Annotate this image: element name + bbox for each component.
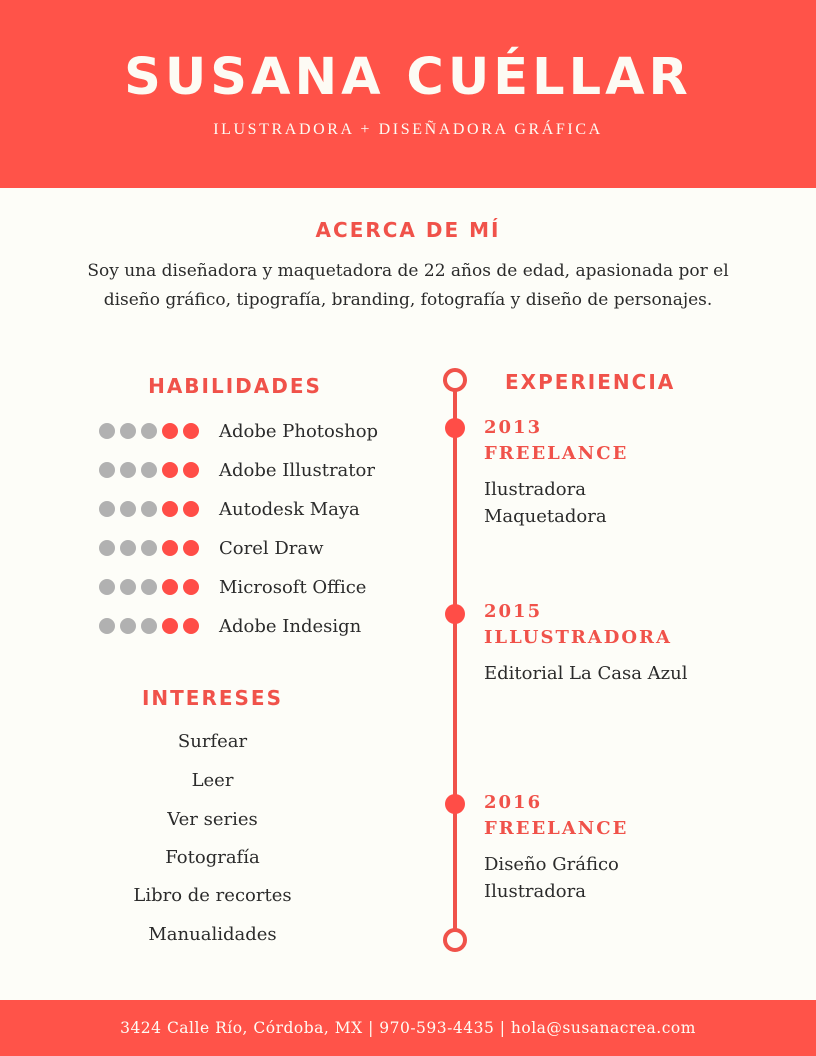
dot-filled-icon: [162, 423, 178, 439]
footer-banner: [0, 1000, 816, 1056]
dot-filled-icon: [183, 618, 199, 634]
dot-filled-icon: [183, 501, 199, 517]
dot-icon: [141, 540, 157, 556]
skill-label: Adobe Photoshop: [219, 420, 379, 442]
skill-level-dots: [99, 540, 219, 556]
skill-row: [99, 458, 375, 482]
about-line-1: Soy una diseñadora y maquetadora de 22 años de edad, apasionada por el: [87, 261, 729, 281]
interest-item: Leer: [191, 770, 234, 791]
dot-filled-icon: [183, 423, 199, 439]
interest-item: Libro de recortes: [133, 885, 292, 906]
experience-year: 2013: [484, 417, 543, 438]
dot-icon: [99, 423, 115, 439]
dot-filled-icon: [162, 501, 178, 517]
dot-icon: [120, 462, 136, 478]
about-line-2: diseño gráfico, tipografía, branding, fotografía y diseño de personajes.: [103, 290, 713, 310]
job-subtitle: ILUSTRADORA + DISEÑADORA GRÁFICA: [213, 121, 603, 138]
dot-icon: [99, 579, 115, 595]
dot-icon: [120, 501, 136, 517]
experience-line: Editorial La Casa Azul: [484, 663, 688, 684]
skill-level-dots: [99, 579, 219, 595]
about-title: ACERCA DE MÍ: [315, 218, 501, 242]
dot-icon: [99, 540, 115, 556]
experience-heading: [484, 790, 628, 842]
dot-icon: [120, 579, 136, 595]
timeline-node-icon: [445, 604, 465, 624]
experience-role: ILLUSTRADORA: [484, 627, 672, 648]
experience-details: [484, 851, 619, 905]
experience-line: Ilustradora: [484, 881, 586, 902]
dot-icon: [99, 462, 115, 478]
skill-row: [99, 536, 324, 560]
skill-label: Adobe Indesign: [219, 615, 362, 637]
skills-title: HABILIDADES: [148, 374, 322, 398]
dot-icon: [141, 423, 157, 439]
experience-heading: [484, 415, 628, 467]
header-banner: [0, 0, 816, 188]
skill-level-dots: [99, 462, 219, 478]
skill-label: Adobe Illustrator: [219, 459, 375, 481]
experience-year: 2016: [484, 792, 543, 813]
interests-title: INTERESES: [141, 686, 284, 710]
dot-filled-icon: [183, 579, 199, 595]
dot-icon: [141, 618, 157, 634]
dot-icon: [141, 462, 157, 478]
person-name: SUSANA CUÉLLAR: [124, 48, 692, 107]
dot-icon: [120, 618, 136, 634]
timeline-node-icon: [445, 418, 465, 438]
experience-details: [484, 476, 607, 530]
experience-details: [484, 660, 688, 687]
dot-filled-icon: [162, 540, 178, 556]
dot-icon: [120, 423, 136, 439]
skill-level-dots: [99, 423, 219, 439]
dot-icon: [99, 618, 115, 634]
skill-row: [99, 575, 366, 599]
experience-year: 2015: [484, 601, 543, 622]
dot-icon: [141, 501, 157, 517]
about-text: [50, 257, 766, 315]
experience-line: Diseño Gráfico: [484, 854, 619, 875]
dot-icon: [141, 579, 157, 595]
skill-label: Autodesk Maya: [219, 498, 360, 520]
timeline-start-ring-icon: [443, 368, 467, 392]
experience-role: FREELANCE: [484, 818, 629, 839]
interest-item: Ver series: [167, 809, 258, 830]
skill-level-dots: [99, 501, 219, 517]
dot-filled-icon: [183, 462, 199, 478]
timeline-node-icon: [445, 794, 465, 814]
experience-line: Maquetadora: [484, 506, 607, 527]
interest-item: Surfear: [177, 731, 248, 752]
skill-level-dots: [99, 618, 219, 634]
interest-item: Manualidades: [148, 924, 277, 945]
skill-label: Corel Draw: [219, 537, 324, 559]
skill-row: [99, 419, 378, 443]
timeline-end-ring-icon: [443, 928, 467, 952]
dot-filled-icon: [162, 579, 178, 595]
interest-item: Fotografía: [165, 847, 260, 868]
experience-role: FREELANCE: [484, 443, 629, 464]
skill-label: Microsoft Office: [219, 576, 367, 598]
contact-info: 3424 Calle Río, Córdoba, MX | 970-593-4435 | hola@susanacrea.com: [120, 1019, 696, 1037]
experience-line: Ilustradora: [484, 479, 586, 500]
dot-icon: [99, 501, 115, 517]
timeline-line: [453, 390, 457, 932]
experience-title: EXPERIENCIA: [505, 370, 676, 394]
experience-heading: [484, 599, 672, 651]
dot-filled-icon: [162, 618, 178, 634]
skill-row: [99, 497, 360, 521]
skill-row: [99, 614, 361, 638]
dot-filled-icon: [162, 462, 178, 478]
dot-icon: [120, 540, 136, 556]
dot-filled-icon: [183, 540, 199, 556]
